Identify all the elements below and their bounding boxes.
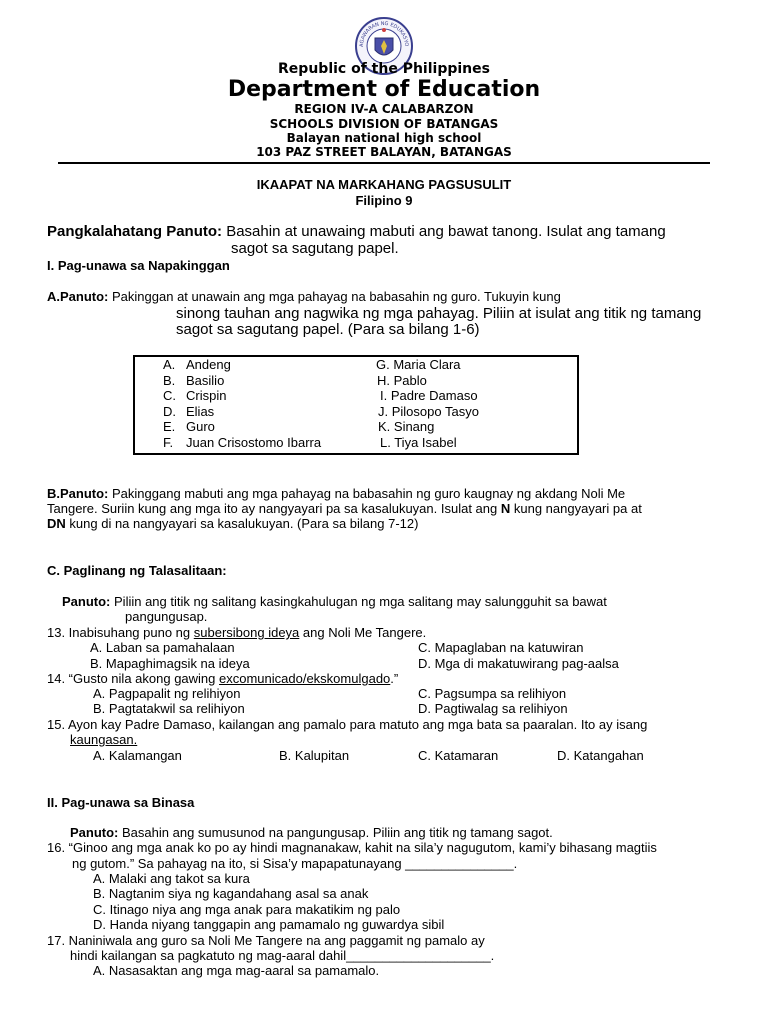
header-divider xyxy=(58,162,710,164)
q15-option-c: C. Katamaran xyxy=(418,748,499,763)
q13-option-b: B. Mapaghimagsik na ideya xyxy=(90,656,250,671)
question-16-cont: ng gutom.” Sa pahayag na ito, si Sisa’y mapapatunayang _______________. xyxy=(72,856,518,871)
part2-heading: II. Pag-unawa sa Binasa xyxy=(47,795,195,810)
choice-letter: C. xyxy=(163,388,176,403)
part-a-line3: sagot sa sagutang papel. (Para sa bilang 1-6) xyxy=(176,321,480,338)
choice-name: Guro xyxy=(186,419,215,434)
question-13: 13. Inabisuhang puno ng subersibong ideya ang Noli Me Tangere. xyxy=(47,625,427,640)
choice-name: Basilio xyxy=(186,373,225,388)
svg-text:KAGAWARAN NG EDUKASYON: AGAWARAN NG EDUKASYO xyxy=(358,20,410,48)
question-14: 14. “Gusto nila akong gawing excomunicado/ekskomulgado.” xyxy=(47,671,399,686)
choice-name: Crispin xyxy=(186,388,227,403)
q14-option-b: B. Pagtatakwil sa relihiyon xyxy=(93,701,245,716)
choice-right: K. Sinang xyxy=(378,419,435,434)
question-16: 16. “Ginoo ang mga anak ko po ay hindi magnanakaw, kahit na sila’y nagugutom, kami’y bihasang magtiis xyxy=(47,840,657,855)
department-title: Department of Education xyxy=(227,77,541,102)
school-line: Balayan national high school xyxy=(286,131,482,145)
choice-right: G. Maria Clara xyxy=(376,357,461,372)
part-c-instructions: Panuto: Piliin ang titik ng salitang kasingkahulugan ng mga salitang may salungguhit sa bawat xyxy=(62,594,607,609)
part-b-instructions: B.Panuto: Pakinggang mabuti ang mga pahayag na babasahin ng guro kaugnay ng akdang Noli Me xyxy=(47,486,626,501)
q15-option-a: A. Kalamangan xyxy=(93,748,182,763)
q16-option-c: C. Itinago niya ang mga anak para makatikim ng palo xyxy=(93,902,401,917)
q15-option-d: D. Katangahan xyxy=(557,748,644,763)
q15-option-b: B. Kalupitan xyxy=(279,748,350,763)
choice-name: Juan Crisostomo Ibarra xyxy=(186,435,322,450)
choice-letter: D. xyxy=(163,404,176,419)
part-a-instructions: A.Panuto: Pakinggan at unawain ang mga pahayag na babasahin ng guro. Tukuyin kung xyxy=(47,289,561,304)
part-a-line2: sinong tauhan ang nagwika ng mga pahayag. Piliin at isulat ang titik ng tamang xyxy=(176,305,702,322)
question-17-cont: hindi kailangan sa pagkatuto ng mag-aaral dahil____________________. xyxy=(70,948,495,963)
exam-title: IKAAPAT NA MARKAHANG PAGSUSULIT xyxy=(256,177,512,192)
division-line: SCHOOLS DIVISION OF BATANGAS xyxy=(269,117,499,131)
question-17: 17. Naniniwala ang guro sa Noli Me Tangere na ang paggamit ng pamalo ay xyxy=(47,933,485,948)
q16-option-d: D. Handa niyang tanggapin ang pamamalo ng guwardya sibil xyxy=(93,917,445,932)
choice-right: H. Pablo xyxy=(377,373,427,388)
q16-option-a: A. Malaki ang takot sa kura xyxy=(93,871,250,886)
q13-option-c: C. Mapaglaban na katuwiran xyxy=(418,640,584,655)
part-b-line2: Tangere. Suriin kung ang mga ito ay nangyayari pa sa kasalukuyan. Isulat ang N kung nangyayari pa at xyxy=(47,501,642,516)
choice-name: Andeng xyxy=(186,357,231,372)
choice-name: Elias xyxy=(186,404,215,419)
choice-right: J. Pilosopo Tasyo xyxy=(378,404,479,419)
choice-letter: E. xyxy=(163,419,176,434)
q14-option-c: C. Pagsumpa sa relihiyon xyxy=(418,686,567,701)
part-b-line3: DN kung di na nangyayari sa kasalukuyan. (Para sa bilang 7-12) xyxy=(47,516,419,531)
republic-line: Republic of the Philippines xyxy=(278,61,490,77)
q14-option-a: A. Pagpapalit ng relihiyon xyxy=(93,686,241,701)
part-c-heading: C. Paglinang ng Talasalitaan: xyxy=(47,563,227,578)
q15-underlined-word: kaungasan. xyxy=(70,732,138,747)
general-instructions-cont: sagot sa sagutang papel. xyxy=(231,240,399,257)
part1-heading: I. Pag-unawa sa Napakinggan xyxy=(47,258,230,273)
choice-right: L. Tiya Isabel xyxy=(380,435,457,450)
q17-option-a: A. Nasasaktan ang mga mag-aaral sa pamamalo. xyxy=(93,963,380,978)
question-15: 15. Ayon kay Padre Damaso, kailangan ang pamalo para matuto ang mga bata sa paaralan. Ito ay isang xyxy=(47,717,648,732)
part-c-instructions-cont: pangungusap. xyxy=(125,609,208,624)
q13-option-a: A. Laban sa pamahalaan xyxy=(90,640,235,655)
choice-letter: B. xyxy=(163,373,176,388)
general-instructions: Pangkalahatang Panuto: Basahin at unawaing mabuti ang bawat tanong. Isulat ang tamang xyxy=(47,223,666,240)
exam-subject: Filipino 9 xyxy=(355,193,413,208)
region-line: REGION IV-A CALABARZON xyxy=(294,102,474,116)
q16-option-b: B. Nagtanim siya ng kagandahang asal sa anak xyxy=(93,886,369,901)
q14-option-d: D. Pagtiwalag sa relihiyon xyxy=(418,701,568,716)
q13-option-d: D. Mga di makatuwirang pag-aalsa xyxy=(418,656,619,671)
choice-letter: A. xyxy=(163,357,176,372)
choice-letter: F. xyxy=(163,435,174,450)
choice-right: I. Padre Damaso xyxy=(380,388,478,403)
address-line: 103 PAZ STREET BALAYAN, BATANGAS xyxy=(256,145,512,159)
part2-instructions: Panuto: Basahin ang sumusunod na pangungusap. Piliin ang titik ng tamang sagot. xyxy=(70,825,553,840)
